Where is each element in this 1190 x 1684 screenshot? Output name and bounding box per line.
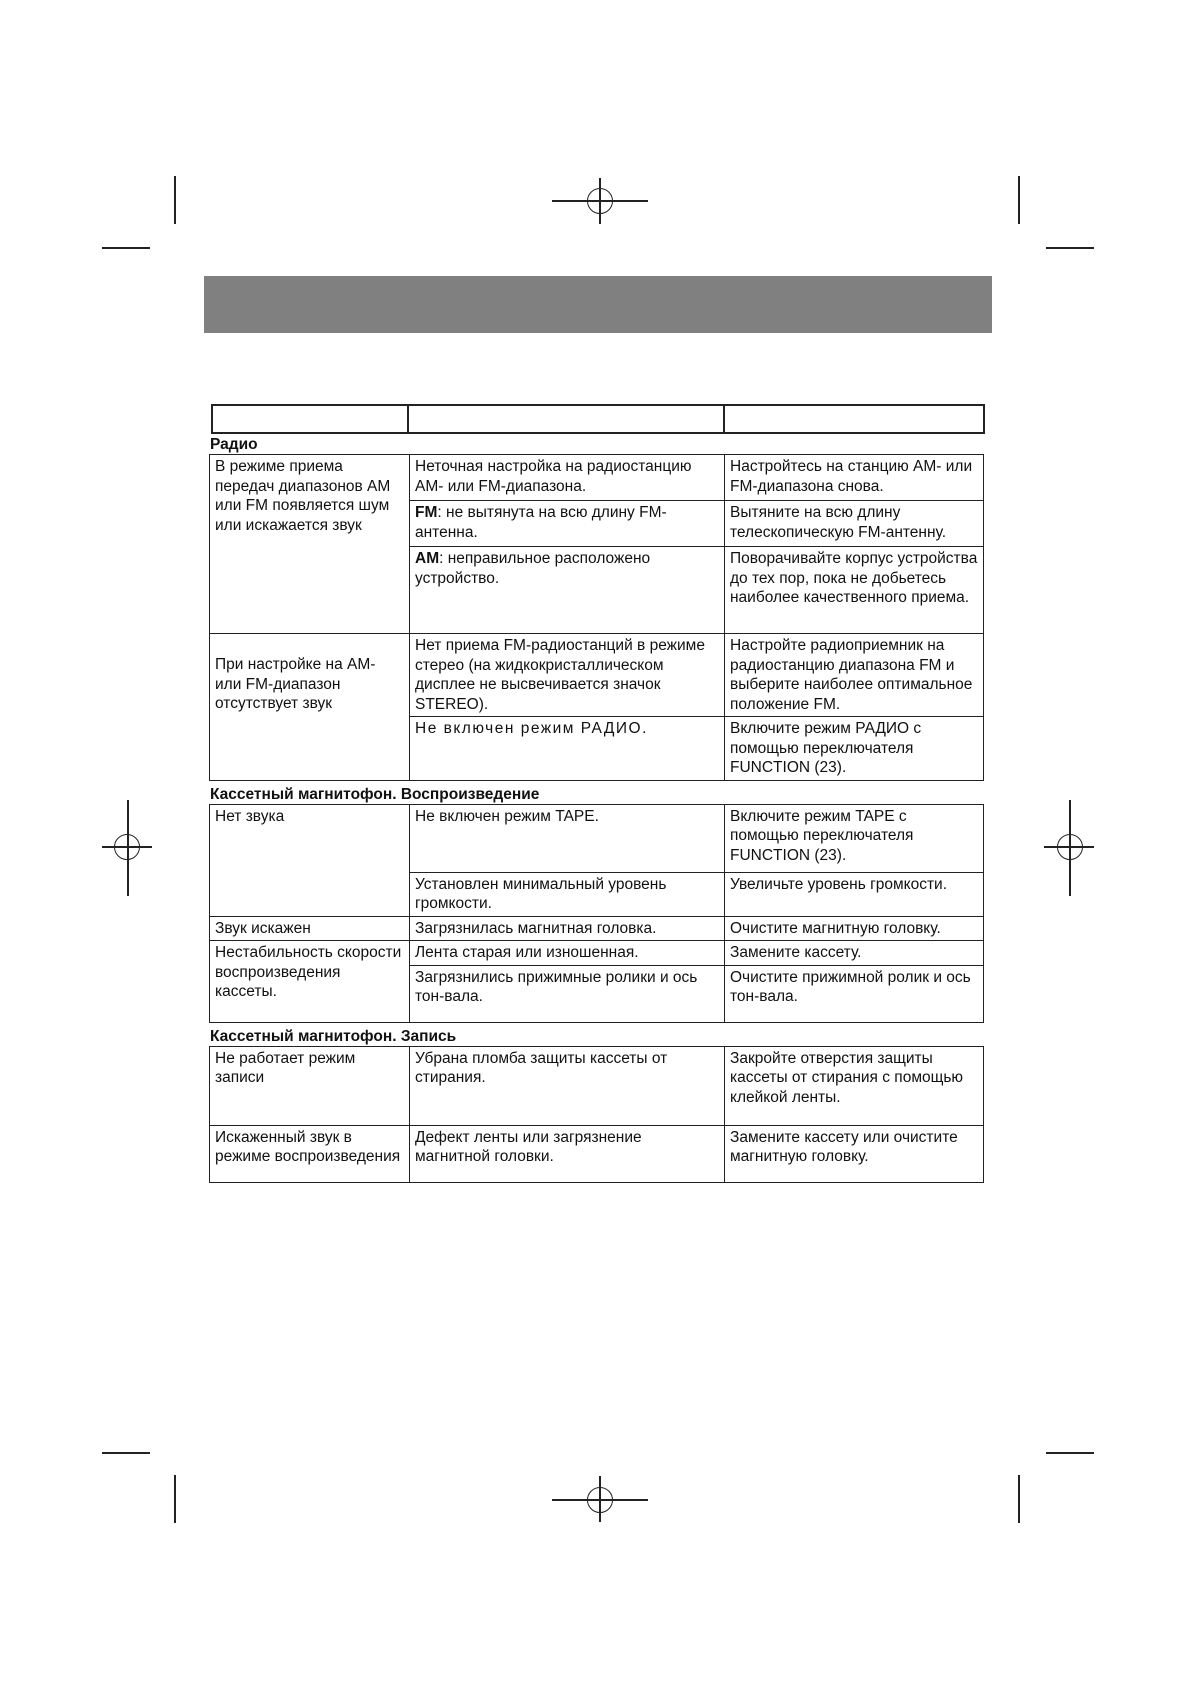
remedy-cell: Поворачивайте корпус устройства до тех пор, пока не добьетесь наиболее качественного приема.: [725, 547, 984, 634]
table-row: [210, 804, 984, 872]
table-row: [210, 634, 984, 717]
problem-cell: [210, 634, 410, 781]
table-row: [210, 455, 984, 501]
remedy-cell: Включите режим TAPE с помощью переключателя FUNCTION (23).: [725, 804, 984, 872]
band-label: FM: [415, 504, 438, 521]
section-title-tape-playback: Кассетный магнитофон. Воспроизведение: [210, 785, 540, 803]
cause-cell: Убрана пломба защиты кассеты от стирания.: [410, 1046, 725, 1125]
cause-cell: Не включен режим РАДИО.: [410, 717, 725, 781]
table-row: [210, 1125, 984, 1182]
problem-cell: Искаженный звук в режиме воспроизведения: [210, 1125, 410, 1182]
table-header: [211, 404, 985, 434]
remedy-cell: Очистите магнитную головку.: [725, 916, 984, 941]
cause-cell: Установлен минимальный уровень громкости.: [410, 872, 725, 916]
section-title-radio: Радио: [210, 436, 258, 453]
cause-cell: Не включен режим TAPE.: [410, 804, 725, 872]
problem-cell: В режиме приема передач диапазонов AM или FM появляется шум или искажается звук: [210, 455, 410, 634]
cause-cell: [410, 547, 725, 634]
header-cell-cause: [408, 405, 724, 433]
remedy-cell: Настройте радиоприемник на радиостанцию диапазона FM и выберите наиболее оптимальное положение FM.: [725, 634, 984, 717]
problem-cell: Нестабильность скорости воспроизведения кассеты.: [210, 941, 410, 1023]
band-label: AM: [415, 550, 440, 567]
cause-cell: Нет приема FM-радиостанций в режиме стерео (на жидкокристаллическом дисплее не высвечивается значок STEREO).: [410, 634, 725, 717]
remedy-cell: Закройте отверстия защиты кассеты от стирания с помощью клейкой ленты.: [725, 1046, 984, 1125]
table-row: [210, 1046, 984, 1125]
cause-text: : неправильное расположено устройство.: [415, 550, 651, 587]
section-table-tape-playback: [209, 804, 984, 1023]
problem-cell: Звук искажен: [210, 916, 410, 941]
header-cell-remedy: [724, 405, 984, 433]
remedy-cell: Включите режим РАДИО с помощью переключателя FUNCTION (23).: [725, 717, 984, 781]
remedy-cell: Очистите прижимной ролик и ось тон-вала.: [725, 965, 984, 1022]
table-row: [210, 916, 984, 941]
troubleshooting-table: [209, 404, 983, 1183]
remedy-cell: Настройтесь на станцию AM- или FM-диапазона снова.: [725, 455, 984, 501]
cause-cell: Лента старая или изношенная.: [410, 941, 725, 966]
cause-text: : не вытянута на всю длину FM-антенна.: [415, 504, 667, 541]
section-table-tape-record: [209, 1046, 984, 1183]
problem-text: При настройке на AM- или FM-диапазон отсутствует звук: [215, 656, 376, 712]
section-title-tape-record: Кассетный магнитофон. Запись: [210, 1027, 457, 1045]
cause-cell: Загрязнились прижимные ролики и ось тон-вала.: [410, 965, 725, 1022]
problem-cell: Нет звука: [210, 804, 410, 916]
remedy-cell: Вытяните на всю длину телескопическую FM-антенну.: [725, 501, 984, 547]
problem-cell: Не работает режим записи: [210, 1046, 410, 1125]
cause-cell: Дефект ленты или загрязнение магнитной головки.: [410, 1125, 725, 1182]
cause-cell: [410, 501, 725, 547]
header-bar: [204, 276, 992, 333]
remedy-cell: Увеличьте уровень громкости.: [725, 872, 984, 916]
remedy-cell: Замените кассету.: [725, 941, 984, 966]
cause-cell: Загрязнилась магнитная головка.: [410, 916, 725, 941]
remedy-cell: Замените кассету или очистите магнитную головку.: [725, 1125, 984, 1182]
cause-cell: Неточная настройка на радиостанцию AM- или FM-диапазона.: [410, 455, 725, 501]
section-table-radio: [209, 454, 984, 781]
table-row: [210, 941, 984, 966]
header-cell-problem: [212, 405, 408, 433]
